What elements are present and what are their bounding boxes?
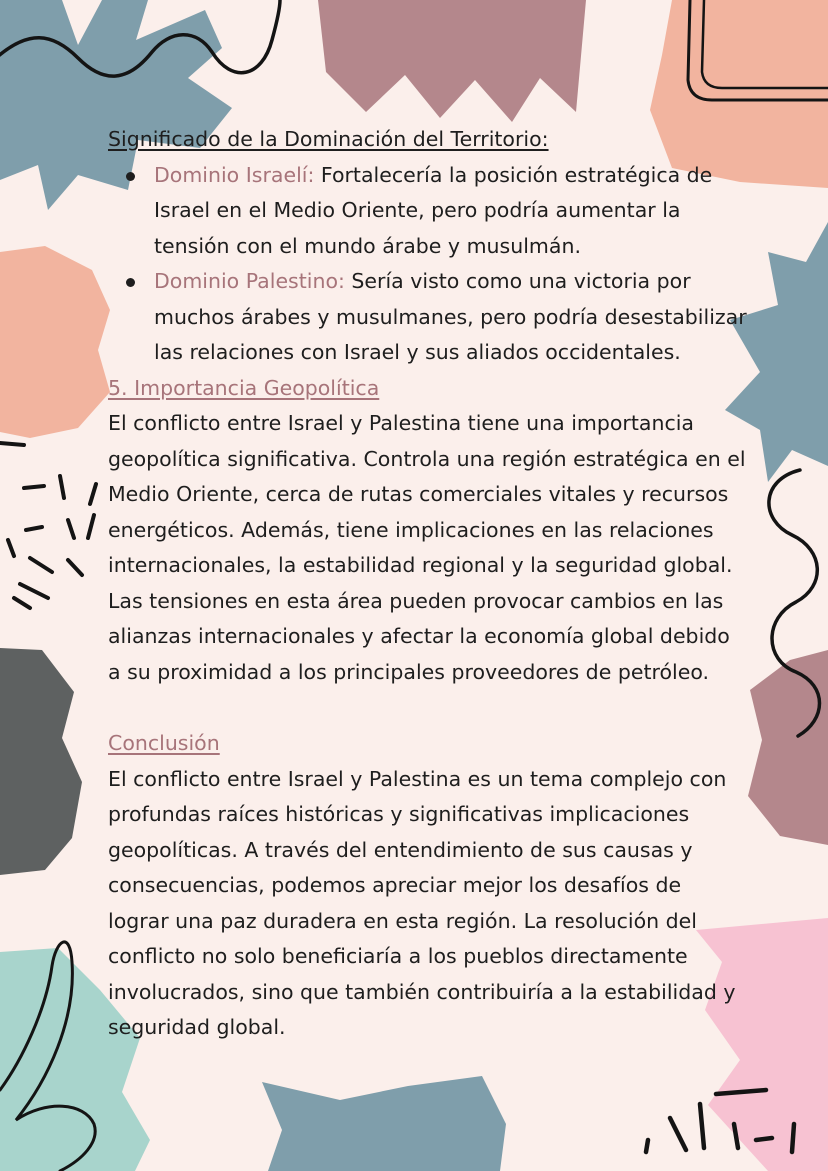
list-item [154, 264, 748, 371]
term-palestinian-dominion: Dominio Palestino: [154, 269, 345, 293]
conclusion-heading: Conclusión [108, 731, 220, 755]
mauve-zigzag-top-shape [318, 0, 586, 122]
list-item-text: Fortalecería la posición estratégica de Israel en el Medio Oriente, pero podría aumentar la tensión con el mundo árabe y musulmán. [154, 162, 713, 258]
conclusion-paragraph: El conflicto entre Israel y Palestina es un tema complejo con profundas raíces históricas y significativas implicaciones geopolíticas. A través del entendimiento de sus causas y consecuencias, podemos apreciar mejor los desafíos de lograr una paz duradera en esta región. La resolución del conflicto no solo beneficiaría a los pueblos directamente involucrados, sino que también contribuiría a la estabilidad y seguridad global. [108, 766, 736, 1039]
dash-marks-left [0, 443, 96, 608]
list-item [154, 158, 748, 265]
mauve-blob-right-shape [748, 650, 828, 845]
document-content [108, 122, 748, 1046]
blue-blob-bottom-center-shape [262, 1076, 506, 1171]
geopolitics-heading: 5. Importancia Geopolítica [108, 375, 380, 400]
term-israeli-dominion: Dominio Israelí: [154, 162, 315, 187]
peach-blob-left-shape [0, 246, 110, 438]
significance-list [108, 158, 748, 371]
list-item-text: Sería visto como una victoria por muchos árabes y musulmanes, pero podría desestabilizar las relaciones con Israel y sus aliados occidentales. [154, 269, 747, 364]
significance-heading: Significado de la Dominación del Territorio: [108, 127, 549, 151]
section-spacer [108, 690, 748, 726]
dark-gray-blob-left-shape [0, 648, 82, 875]
geopolitics-paragraph: El conflicto entre Israel y Palestina tiene una importancia geopolítica significativa. Controla una región estratégica en el Medio Oriente, cerca de rutas comerciales vitales y recursos energéticos. Además, tiene implicaciones en las relaciones internacionales, la estabilidad regional y la seguridad global. Las tensiones en esta área pueden provocar cambios en las alianzas internacionales y afectar la economía global debido a su proximidad a los principales proveedores de petróleo. [108, 411, 746, 684]
